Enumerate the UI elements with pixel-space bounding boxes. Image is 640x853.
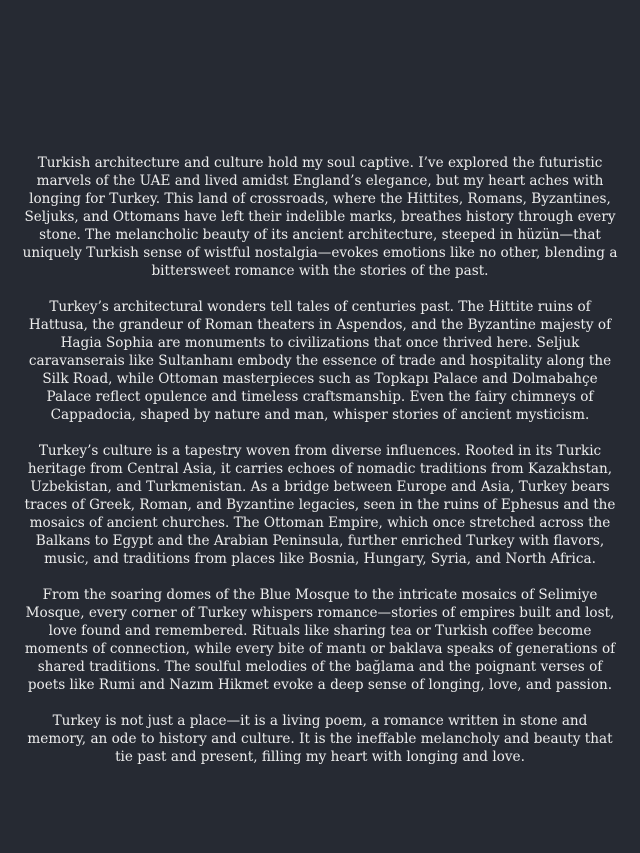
paragraph-conclusion: Turkey is not just a place—it is a living poem, a romance written in stone and memory, an ode to history and culture. It is the ineffable melancholy and beauty that tie past and present, filling my heart with longing and love. — [27, 713, 613, 765]
paragraph-architecture: Turkey’s architectural wonders tell tales of centuries past. The Hittite ruins of Hattusa, the grandeur of Roman theaters in Aspendos, and the Byzantine majesty of Hagia Sophia are monuments to civilizations that once thrived here. Seljuk caravanserais like Sultanhanı embody the essence of trade and hospitality along the Silk Road, while Ottoman masterpieces such as Topkapı Palace and Dolmabahçe Palace reflect opulence and timeless craftsmanship. Even the fairy chimneys of Cappadocia, shaped by nature and man, whisper stories of ancient mysticism. — [28, 299, 612, 423]
paragraph-romance: From the soaring domes of the Blue Mosque to the intricate mosaics of Selimiye Mosque, every corner of Turkey whispers romance—stories of empires built and lost, love found and remembered. Rituals like sharing tea or Turkish coffee become moments of connection, while every bite of mantı or baklava speaks of generations of shared traditions. The soulful melodies of the bağlama and the poignant verses of poets like Rumi and Nazım Hikmet evoke a deep sense of longing, love, and passion. — [24, 587, 616, 693]
paragraph-culture: Turkey’s culture is a tapestry woven from diverse influences. Rooted in its Turkic heritage from Central Asia, it carries echoes of nomadic traditions from Kazakhstan, Uzbekistan, and Turkmenistan. As a bridge between Europe and Asia, Turkey bears traces of Greek, Roman, and Byzantine legacies, seen in the ruins of Ephesus and the mosaics of ancient churches. The Ottoman Empire, which once stretched across the Balkans to Egypt and the Arabian Peninsula, further enriched Turkey with flavors, music, and traditions from places like Bosnia, Hungary, Syria, and North Africa. — [24, 443, 616, 567]
paragraph-intro: Turkish architecture and culture hold my soul captive. I’ve explored the futuristic marvels of the UAE and lived amidst England’s elegance, but my heart aches with longing for Turkey. This land of crossroads, where the Hittites, Romans, Byzantines, Seljuks, and Ottomans have left their indelible marks, breathes history through every stone. The melancholic beauty of its ancient architecture, steeped in hüzün—that uniquely Turkish sense of wistful nostalgia—evokes emotions like no other, blending a bittersweet romance with the stories of the past. — [22, 155, 618, 279]
essay-text — [22, 154, 618, 766]
